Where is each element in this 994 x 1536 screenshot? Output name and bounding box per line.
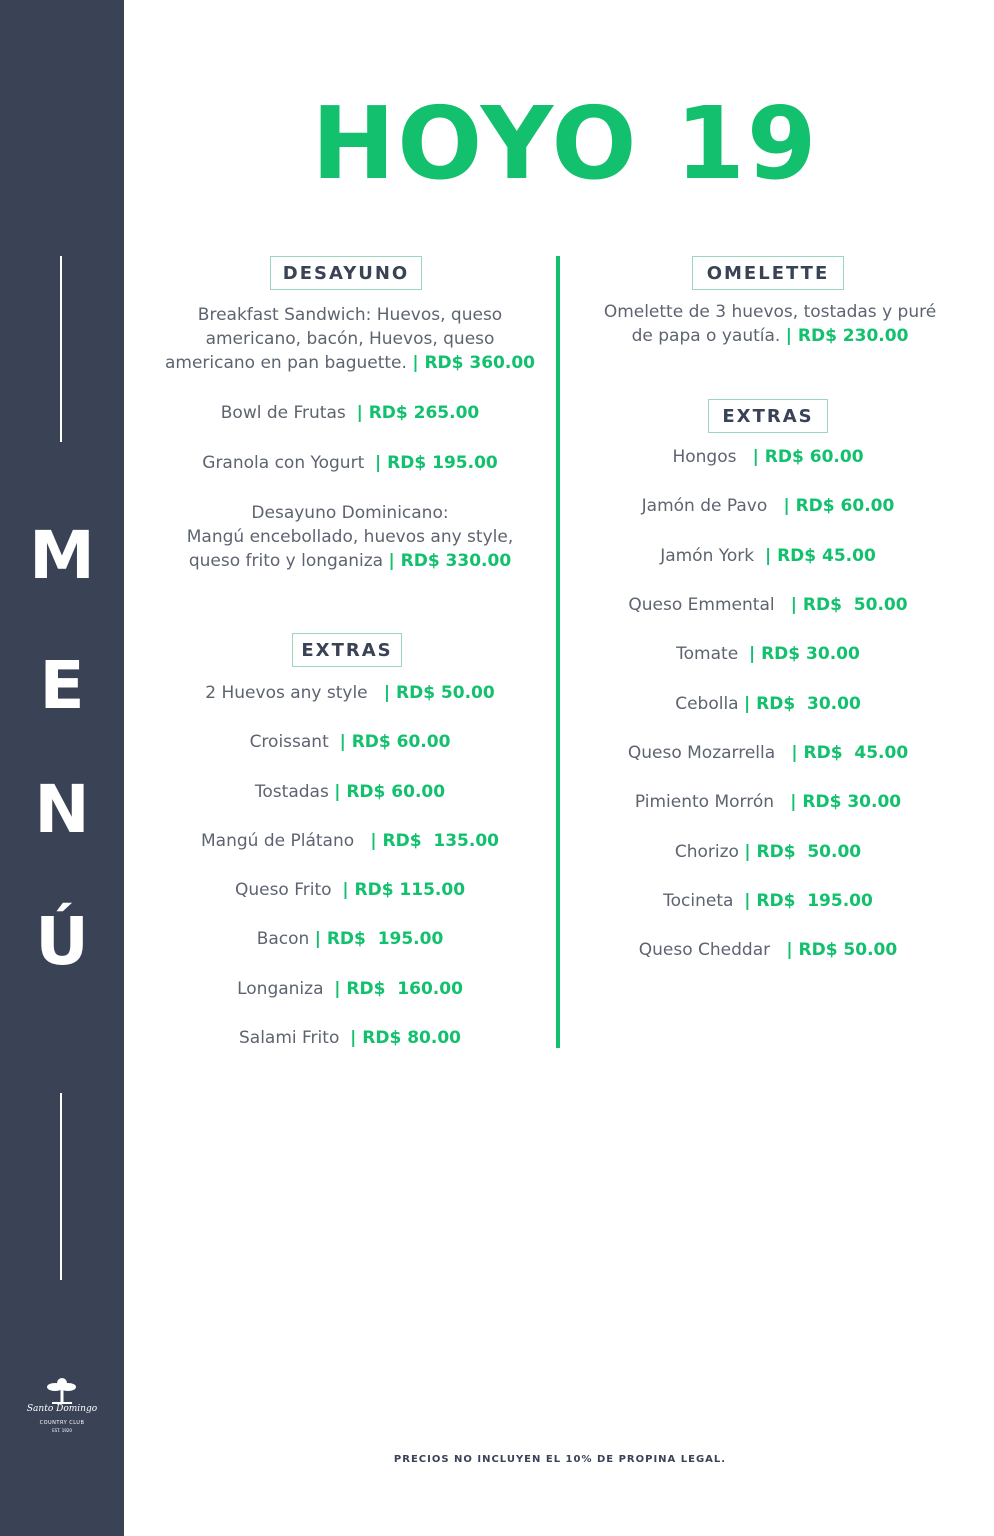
menu-item-extra — [150, 780, 550, 804]
item-name: Pimiento Morrón — [634, 792, 791, 812]
item-price: | RD$ 360.00 — [412, 353, 536, 373]
item-description-line: Mangú encebollado, huevos any style, — [186, 527, 514, 547]
palm-tree-icon — [12, 1378, 112, 1406]
menu-item-extra — [570, 593, 966, 617]
item-name: Croissant — [249, 732, 340, 752]
menu-item-extra — [570, 938, 966, 962]
logo-club-text: COUNTRY CLUB — [39, 1420, 85, 1426]
menu-letter-e: E — [39, 647, 85, 724]
logo-script-text: Santo Domingo — [26, 1404, 98, 1414]
item-name: Bowl de Frutas — [220, 403, 357, 423]
item-price: | RD$ 30.00 — [790, 792, 902, 812]
item-price: | RD$ 195.00 — [314, 929, 444, 949]
item-price: | RD$ 50.00 — [744, 842, 862, 862]
item-price: | RD$ 115.00 — [342, 880, 466, 900]
item-price: | RD$ 160.00 — [334, 979, 463, 999]
menu-item-granola — [150, 451, 550, 475]
item-price: | RD$ 50.00 — [786, 940, 898, 960]
item-name: Jamón York — [660, 546, 765, 566]
item-name: Queso Frito — [234, 880, 343, 900]
item-price: | RD$ 60.00 — [752, 447, 864, 467]
item-name: Cebolla — [675, 694, 744, 714]
item-price: | RD$ 50.00 — [790, 595, 908, 615]
item-description-line: de papa o yautía. — [631, 326, 786, 346]
item-description-line: Desayuno Dominicano: — [251, 503, 449, 523]
logo-est-text: EST. 1920 — [52, 1428, 72, 1433]
menu-item-extra — [150, 730, 550, 754]
menu-item-extra — [570, 840, 966, 864]
page-title: HOYO 19 — [311, 85, 819, 202]
item-name: 2 Huevos any style — [205, 683, 384, 703]
item-price: | RD$ 30.00 — [744, 694, 861, 714]
menu-item-breakfast-sandwich — [150, 303, 550, 375]
item-description-line: Breakfast Sandwich: Huevos, queso — [197, 305, 503, 325]
item-price: | RD$ 230.00 — [785, 326, 909, 346]
item-name: Queso Cheddar — [638, 940, 787, 960]
item-price: | RD$ 45.00 — [764, 546, 876, 566]
menu-item-extra — [570, 445, 966, 469]
item-name: Bacon — [256, 929, 315, 949]
menu-item-extra — [150, 977, 550, 1001]
item-name: Salami Frito — [238, 1028, 351, 1048]
menu-item-extra — [150, 1026, 550, 1050]
column-divider — [556, 256, 560, 1048]
item-name: Jamón de Pavo — [641, 496, 784, 516]
item-name: Hongos — [672, 447, 753, 467]
sidebar-divider-top — [60, 256, 62, 442]
item-price: | RD$ 195.00 — [375, 453, 498, 473]
menu-item-extra — [570, 889, 966, 913]
item-price: | RD$ 195.00 — [744, 891, 873, 911]
item-price: | RD$ 265.00 — [356, 403, 480, 423]
section-heading-desayuno: DESAYUNO — [270, 256, 422, 290]
item-name: Mangú de Plátano — [201, 831, 371, 851]
item-price: | RD$ 30.00 — [748, 644, 860, 664]
menu-item-extra — [150, 681, 550, 705]
item-price: | RD$ 60.00 — [783, 496, 895, 516]
item-price: | RD$ 80.00 — [350, 1028, 462, 1048]
item-name: Tostadas — [254, 782, 335, 802]
menu-letter-u: Ú — [35, 903, 89, 980]
sidebar-divider-bottom — [60, 1093, 62, 1280]
item-price: | RD$ 135.00 — [370, 831, 499, 851]
item-description-line: Omelette de 3 huevos, tostadas y puré — [603, 302, 937, 322]
menu-item-extra — [150, 927, 550, 951]
item-name: Chorizo — [674, 842, 745, 862]
menu-item-extra — [570, 692, 966, 716]
club-logo — [12, 1378, 112, 1440]
menu-item-extra — [570, 790, 966, 814]
item-name: Tocineta — [663, 891, 745, 911]
menu-item-extra — [570, 741, 966, 765]
menu-item-omelette — [572, 300, 968, 348]
item-name: Queso Emmental — [628, 595, 791, 615]
menu-item-extra — [570, 642, 966, 666]
section-heading-extras-right: EXTRAS — [708, 399, 828, 433]
menu-item-desayuno-dominicano — [150, 501, 550, 573]
menu-item-extra — [570, 494, 966, 518]
menu-item-bowl-frutas — [150, 401, 550, 425]
section-heading-omelette: OMELETTE — [692, 256, 844, 290]
item-description-line: americano, bacón, Huevos, queso — [205, 329, 495, 349]
item-price: | RD$ 50.00 — [383, 683, 495, 703]
item-name: Granola con Yogurt — [202, 453, 376, 473]
menu-letter-n: N — [34, 771, 90, 848]
menu-item-extra — [570, 544, 966, 568]
menu-item-extra — [150, 829, 550, 853]
item-price: | RD$ 60.00 — [339, 732, 451, 752]
item-name: Longaniza — [237, 979, 335, 999]
item-price: | RD$ 45.00 — [791, 743, 909, 763]
footer-note: PRECIOS NO INCLUYEN EL 10% DE PROPINA LEGAL. — [393, 1454, 727, 1465]
menu-item-extra — [150, 878, 550, 902]
item-description-line: americano en pan baguette. — [164, 353, 413, 373]
item-name: Tomate — [676, 644, 749, 664]
section-heading-extras-left: EXTRAS — [292, 633, 402, 667]
item-description-line: queso frito y longaniza — [188, 551, 389, 571]
item-name: Queso Mozarrella — [627, 743, 792, 763]
item-price: | RD$ 330.00 — [388, 551, 512, 571]
sidebar — [0, 0, 124, 1536]
item-price: | RD$ 60.00 — [334, 782, 446, 802]
menu-letter-m: M — [29, 517, 95, 594]
